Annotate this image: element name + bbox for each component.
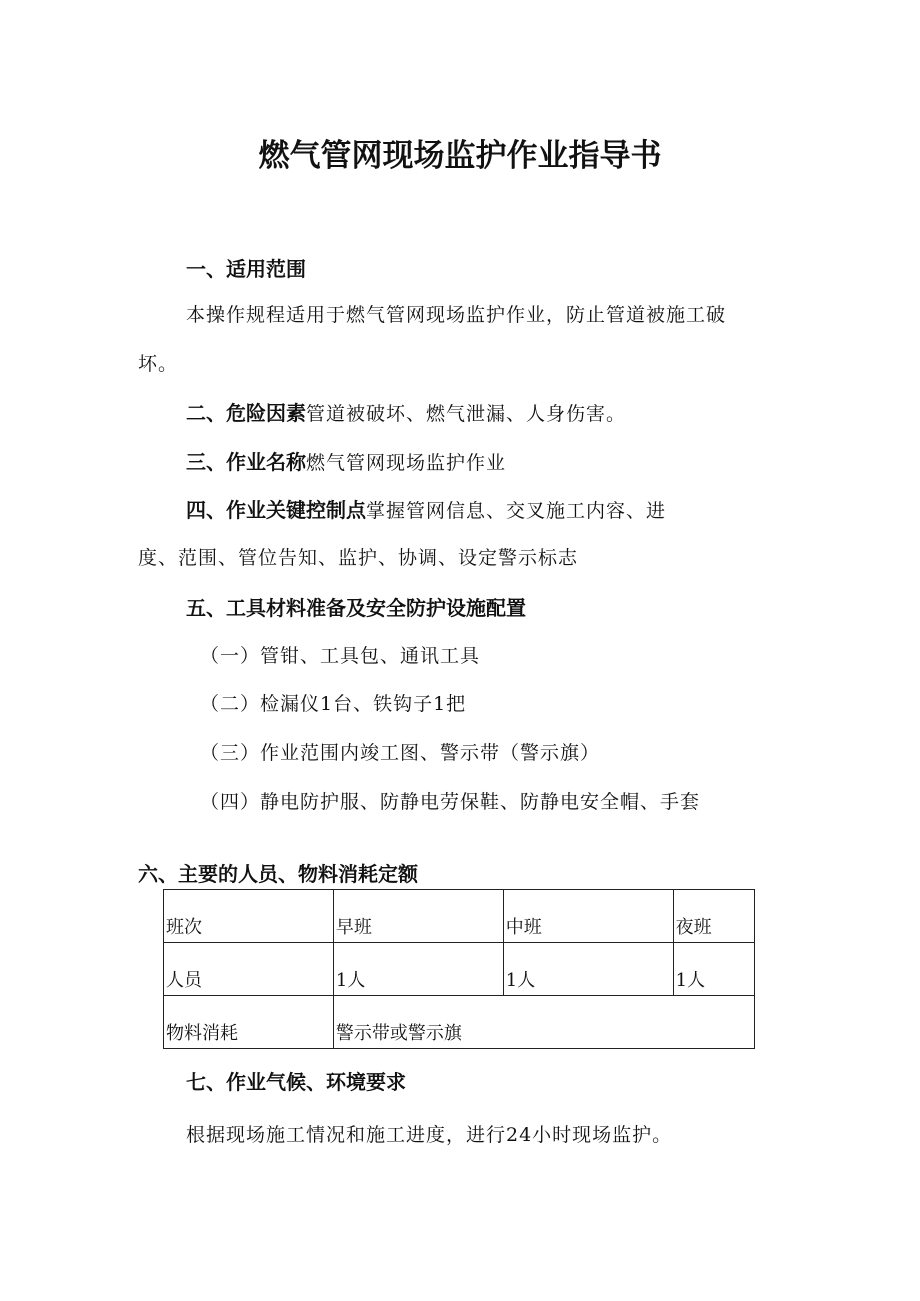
document-title: 燃气管网现场监护作业指导书 — [258, 138, 662, 174]
table-cell: 1人 — [503, 943, 673, 996]
section-7-heading: 七、作业气候、环境要求 — [186, 1070, 406, 1094]
table-cell: 物料消耗 — [164, 996, 334, 1049]
table-cell: 早班 — [333, 890, 503, 943]
section-3-heading: 三、作业名称 — [186, 450, 306, 474]
section-2-heading: 二、危险因素 — [186, 401, 306, 425]
table-cell: 1人 — [673, 943, 754, 996]
table-cell: 夜班 — [673, 890, 754, 943]
table-row — [164, 890, 755, 943]
section-1-body-line2: 坏。 — [138, 353, 179, 375]
section-4 — [186, 494, 666, 523]
table-row — [164, 943, 755, 996]
section-4-heading: 四、作业关键控制点 — [186, 498, 366, 522]
section-5-item-2: （二）检漏仪1台、铁钩子1把 — [200, 693, 467, 715]
section-4-body-line2: 度、范围、管位告知、监护、协调、设定警示标志 — [138, 547, 579, 569]
table-cell: 班次 — [164, 890, 334, 943]
section-1-body-line1: 本操作规程适用于燃气管网现场监护作业，防止管道被施工破 — [186, 304, 727, 326]
section-7-body: 根据现场施工情况和施工进度，进行24小时现场监护。 — [186, 1124, 673, 1146]
staffing-table — [163, 889, 755, 1049]
table-row — [164, 996, 755, 1049]
section-1-heading: 一、适用范围 — [186, 257, 306, 281]
table-cell: 人员 — [164, 943, 334, 996]
section-5-item-3: （三）作业范围内竣工图、警示带（警示旗） — [200, 742, 601, 764]
section-5-item-4: （四）静电防护服、防静电劳保鞋、防静电安全帽、手套 — [200, 791, 701, 813]
table-cell: 中班 — [503, 890, 673, 943]
section-3-body: 燃气管网现场监护作业 — [306, 452, 507, 474]
section-3 — [186, 446, 506, 475]
section-5-heading: 五、工具材料准备及安全防护设施配置 — [186, 596, 526, 620]
section-5-item-1: （一）管钳、工具包、通讯工具 — [200, 645, 481, 667]
section-6-heading: 六、主要的人员、物料消耗定额 — [138, 862, 418, 886]
table-cell: 1人 — [333, 943, 503, 996]
section-2-body: 管道被破坏、燃气泄漏、人身伤害。 — [306, 403, 627, 425]
section-4-body-line1: 掌握管网信息、交叉施工内容、进 — [366, 500, 667, 522]
section-2 — [186, 397, 626, 426]
table-cell: 警示带或警示旗 — [333, 996, 754, 1049]
